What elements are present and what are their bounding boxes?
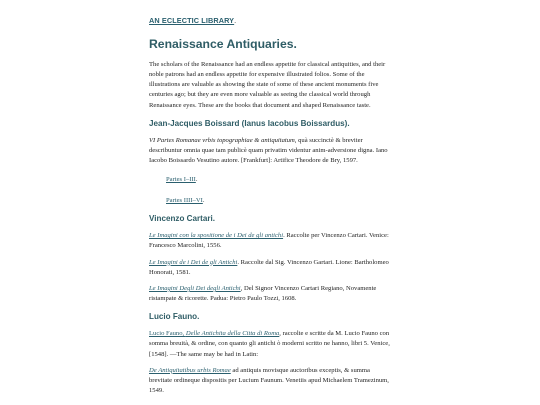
cartari-description-1581: . Raccolte dal Sig. Vincenzo Gartari. Lione: Bartholomeo Honorati, 1581.: [149, 258, 389, 276]
boissard-parts: [166, 175, 394, 206]
fauno-description-1549: ad antiquis movisque auctoribus exceptis, & summa brevitate ordineque dispositis per Lucium Faunum. Venetiis apud Michaelem Tramezinum, 1549.: [149, 366, 389, 394]
parts-4-6-link[interactable]: Partes IIII–VI: [166, 197, 203, 205]
cartari-title-1556: Le Imagini con la spositione de i Dei de gli antichi: [149, 232, 284, 240]
cartari-description-1556: . Raccolte per Vincenzo Cartari. Venice: Francesco Marcolini, 1556.: [149, 232, 389, 250]
cartari-description-1608: , Del Signor Vincenzo Cartari Regiano, Novamente ristampate & ricorette. Padua: Pietro Paulo Tozzi, 1608.: [149, 284, 377, 303]
fauno-title-1548: Delle Antichita della Citta di Roma: [185, 330, 280, 338]
section-heading-fauno: Lucio Fauno.: [149, 312, 200, 322]
fauno-description-1548: , raccolte e scritte da M. Lucio Fauno con somma breuità, & ordine, con quanto gli antichi ò moderni scritto ne hanno, libri 5. Venice, [1548]. —The same may be had in Latin:: [149, 330, 390, 358]
fauno-entry: [149, 366, 394, 396]
boissard-description: , quà succinctè & breviter describuntur omnia quae tam publicè quam privatim videntur anim-adversione digna. Iano Iacobo Boissardo Vesutino autore. [Frankfurt]: Artifice Theodore de Bry, 1597.: [149, 136, 388, 165]
fauno-author: Lucio Fauno,: [149, 330, 186, 338]
section-heading-cartari: Vincenzo Cartari.: [149, 214, 215, 224]
part-item: [166, 196, 394, 206]
cartari-entry: [149, 231, 394, 251]
fauno-title-1549: De Antiquitatibus urbis Romae: [149, 366, 231, 374]
cartari-title-1581: Le Imagini de i Dei de gli Antichi: [149, 258, 238, 266]
page-title: Renaissance Antiquaries.: [149, 37, 297, 51]
boissard-title: VI Partes Romanae vrbis topographiae & antiquitatum: [149, 136, 295, 144]
parts-1-3-link[interactable]: Partes I–III: [166, 176, 196, 184]
site-home-link[interactable]: AN ECLECTIC LIBRARY: [149, 16, 235, 25]
content-column: [149, 10, 394, 396]
part-item: [166, 175, 394, 185]
cartari-link-1608[interactable]: [149, 285, 241, 292]
fauno-link-1548[interactable]: [149, 330, 279, 337]
cartari-entry: [149, 258, 394, 278]
fauno-link-1549[interactable]: [149, 367, 231, 374]
site-header: [149, 10, 394, 28]
part-dot: .: [195, 176, 198, 184]
site-link-dot: .: [234, 16, 237, 25]
section-heading-boissard: Jean-Jacques Boissard (Ianus Iacobus Boissardus).: [149, 118, 350, 128]
cartari-title-1608: Le Imagini Degli Dei degli Antichi: [149, 284, 241, 292]
part-dot: .: [202, 197, 205, 205]
cartari-entry: [149, 284, 394, 304]
cartari-link-1556[interactable]: [149, 232, 283, 239]
fauno-entry: [149, 329, 394, 359]
intro-paragraph: The scholars of the Renaissance had an endless appetite for classical antiquities, and their noble patrons had an endless appetite for expensive illustrated folios. Some of the illustrations are valuable as showing the state of some of these ancient monuments five centuries ago; but they are even more valuable as seeing the classical world through Renaissance eyes. These are the books that document and shaped Renaissance taste.: [149, 61, 386, 109]
boissard-entry: [149, 136, 394, 166]
cartari-link-1581[interactable]: [149, 259, 237, 266]
